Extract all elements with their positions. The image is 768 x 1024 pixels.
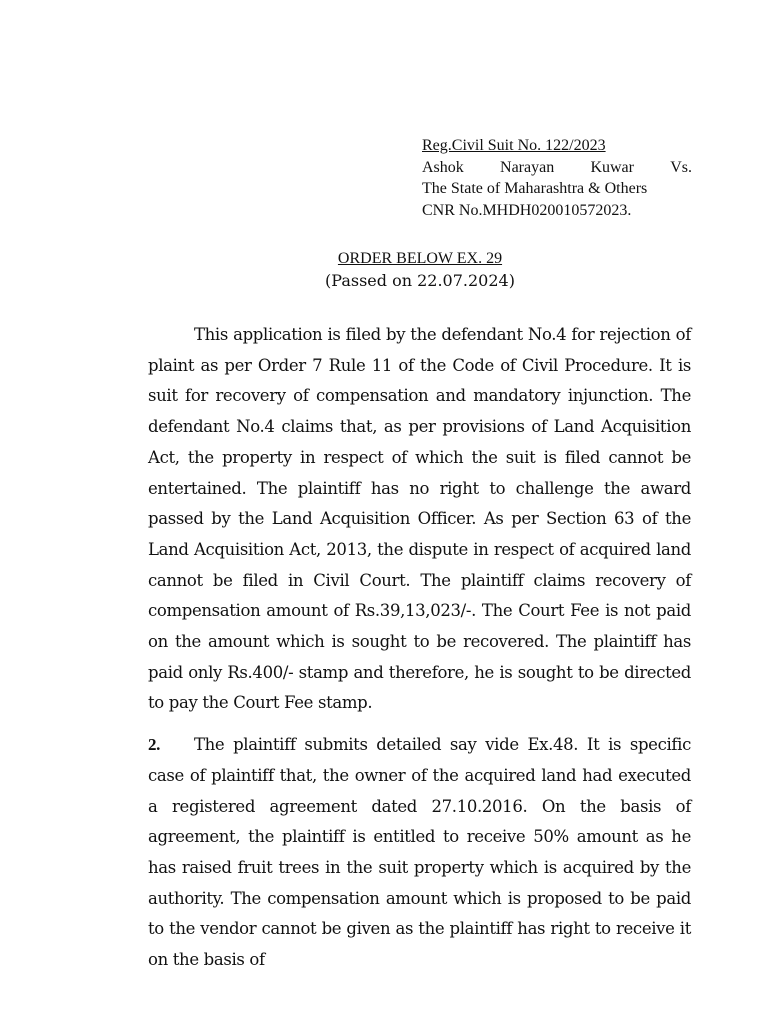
party-word: Narayan: [500, 158, 555, 176]
party-word: Ashok: [422, 158, 464, 176]
order-date: (Passed on 22.07.2024): [325, 271, 515, 290]
respondent: The State of Maharashtra & Others: [422, 180, 648, 197]
cnr-label: CNR No.MHDH020010572023: [422, 201, 628, 219]
paragraph: [148, 730, 691, 976]
paragraph-number: 2.: [148, 735, 161, 755]
suit-number: Reg.Civil Suit No. 122/2023: [422, 137, 606, 154]
party-line: [422, 157, 692, 179]
order-body: [148, 320, 691, 976]
cnr-suffix: .: [627, 201, 632, 219]
case-header: [422, 135, 692, 221]
paragraph: [148, 320, 691, 719]
paragraph-text: This application is filed by the defendant No.4 for rejection of plaint as per Order 7 Rule 11 of the Code of Civil Procedure. It is suit for recovery of compensation and mandatory injunction. The defendant No.4 claims that, as per provisions of Land Acquisition Act, the property in respect of which the suit is filed cannot be entertained. The plaintiff has no right to challenge the award passed by the Land Acquisition Officer. As per Section 63 of the Land Acquisition Act, 2013, the dispute in respect of acquired land cannot be filed in Civil Court. The plaintiff claims recovery of compensation amount of Rs.39,13,023/-. The Court Fee is not paid on the amount which is sought to be recovered. The plaintiff has paid only Rs.400/- stamp and therefore, he is sought to be directed to pay the Court Fee stamp.: [148, 325, 691, 713]
party-word: Kuwar: [590, 158, 634, 176]
cnr-number: [422, 200, 692, 222]
paragraph-text: The plaintiff submits detailed say vide Ex.48. It is specific case of plaintiff that, the owner of the acquired land had executed a registered agreement dated 27.10.2016. On the basis of agreement, the plaintiff is entitled to receive 50% amount as he has raised fruit trees in the suit property which is acquired by the authority. The compensation amount which is proposed to be paid to the vendor cannot be given as the plaintiff has right to receive it on the basis of: [148, 735, 691, 970]
party-word: Vs.: [670, 158, 692, 176]
order-title: ORDER BELOW EX. 29: [337, 250, 503, 267]
